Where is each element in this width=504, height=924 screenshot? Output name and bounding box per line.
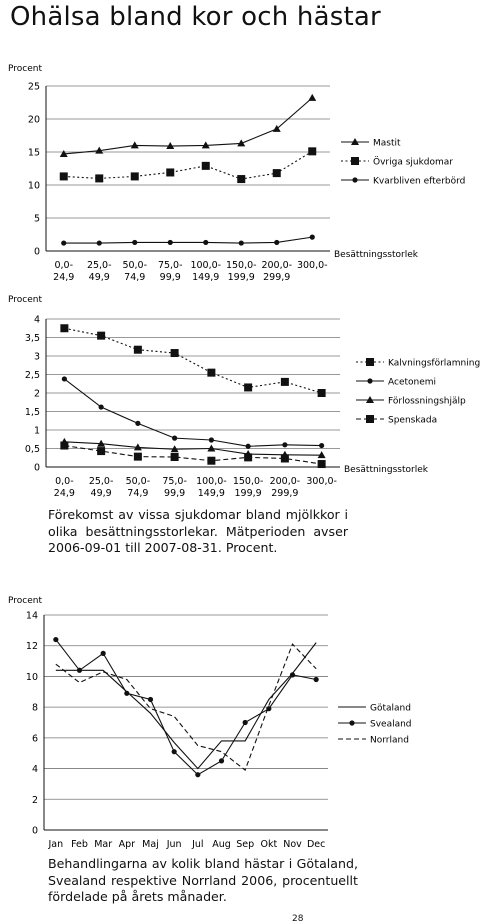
data-point — [101, 651, 106, 656]
x-tick-label: 199,9 — [234, 488, 262, 499]
data-point — [318, 460, 326, 468]
x-tick-label: Dec — [306, 839, 326, 850]
data-point — [203, 240, 208, 245]
data-point — [134, 346, 142, 354]
data-point — [274, 240, 279, 245]
x-tick-label: 74,9 — [127, 488, 149, 499]
data-point — [77, 668, 82, 673]
data-point — [237, 139, 245, 146]
data-point — [97, 240, 102, 245]
y-tick-label: 10 — [25, 671, 38, 683]
data-point — [281, 378, 289, 386]
series-line — [64, 379, 321, 446]
x-tick-label: 24,9 — [53, 488, 75, 499]
y-tick-label: 14 — [25, 610, 38, 622]
data-point — [207, 445, 215, 452]
data-point — [53, 637, 58, 642]
x-tick-label: Nov — [283, 839, 302, 850]
data-point — [131, 172, 139, 180]
y-tick-label: 12 — [25, 641, 38, 653]
data-point — [243, 720, 248, 725]
data-point — [97, 447, 105, 455]
data-point — [237, 175, 245, 183]
x-tick-label: Mar — [94, 839, 113, 850]
x-tick-label: 49,9 — [88, 272, 110, 283]
legend-marker — [349, 720, 354, 725]
data-point — [202, 162, 210, 170]
data-point — [246, 444, 251, 449]
data-point — [244, 383, 252, 391]
data-point — [172, 749, 177, 754]
data-point — [172, 436, 177, 441]
x-tick-label: 0,0- — [54, 260, 74, 271]
x-tick-label: 299,9 — [263, 272, 291, 283]
y-axis-label: Procent — [8, 295, 42, 305]
legend-marker — [352, 177, 357, 182]
series-line — [56, 643, 316, 769]
data-point — [281, 454, 289, 462]
chart-horse-colic — [0, 590, 504, 855]
x-tick-label: 100,0- — [196, 476, 227, 487]
data-point — [319, 443, 324, 448]
x-tick-label: 150,0- — [225, 260, 257, 271]
x-tick-label: 199,9 — [227, 272, 255, 283]
y-tick-label: 6 — [31, 733, 38, 745]
x-tick-label: Aug — [212, 839, 231, 850]
x-tick-label: Feb — [71, 839, 88, 850]
legend-label: Spenskada — [388, 415, 438, 426]
data-point — [171, 349, 179, 357]
data-point — [60, 442, 68, 450]
y-tick-label: 2 — [33, 388, 40, 400]
y-tick-label: 0 — [33, 246, 40, 258]
data-point — [124, 691, 129, 696]
data-point — [168, 240, 173, 245]
data-point — [131, 141, 139, 148]
y-tick-label: 15 — [27, 147, 40, 159]
data-point — [314, 677, 319, 682]
chart-cow-diseases-2 — [0, 292, 504, 502]
x-tick-label: 149,9 — [192, 272, 220, 283]
page-number: 28 — [292, 914, 304, 924]
x-tick-label: Sep — [236, 839, 255, 850]
cows-caption: Förekomst av vissa sjukdomar bland mjölkkor i olika besättningsstorlekar. Mätperioden avser 2006-09-01 till 2007-08-31. Procent. — [48, 507, 348, 555]
data-point — [135, 421, 140, 426]
y-axis-label: Procent — [8, 596, 42, 606]
x-tick-label: 50,0- — [125, 476, 151, 487]
x-tick-label: 75,0- — [162, 476, 187, 487]
data-point — [60, 172, 68, 180]
data-point — [207, 457, 215, 465]
y-tick-label: 0 — [33, 462, 40, 474]
x-tick-label: 200,0- — [261, 260, 293, 271]
x-tick-label: Jun — [166, 839, 182, 850]
data-point — [209, 437, 214, 442]
x-tick-label: 149,9 — [197, 488, 225, 499]
data-point — [99, 404, 104, 409]
y-axis-label: Procent — [8, 64, 42, 74]
y-tick-label: 8 — [31, 702, 38, 714]
data-point — [219, 758, 224, 763]
x-tick-label: 200,0- — [269, 476, 301, 487]
x-tick-label: Jul — [192, 839, 204, 850]
data-point — [273, 169, 281, 177]
horses-caption: Behandlingarna av kolik bland hästar i Götaland, Svealand respektive Norrland 2006, procentuellt fördelade på årets månader. — [48, 856, 358, 904]
legend-label: Götaland — [370, 703, 411, 714]
y-tick-label: 25 — [27, 81, 40, 93]
y-tick-label: 4 — [31, 764, 38, 776]
legend-label: Mastit — [373, 138, 401, 149]
legend-marker — [367, 378, 372, 383]
data-point — [308, 147, 316, 155]
data-point — [282, 442, 287, 447]
x-tick-label: 299,9 — [271, 488, 299, 499]
x-tick-label: 75,0- — [157, 260, 183, 271]
x-tick-label: 24,9 — [53, 272, 75, 283]
x-axis-label: Besättningsstorlek — [344, 465, 428, 475]
legend-label: Acetonemi — [388, 377, 437, 388]
data-point — [207, 369, 215, 377]
y-tick-label: 3 — [33, 351, 40, 363]
y-tick-label: 20 — [27, 114, 40, 126]
legend-marker — [351, 157, 359, 165]
x-tick-label: 300,0- — [296, 260, 328, 271]
legend-marker — [366, 415, 374, 423]
y-tick-label: 2,5 — [24, 370, 40, 381]
data-point — [308, 94, 316, 101]
y-tick-label: 2 — [31, 794, 38, 806]
legend-label: Övriga sjukdomar — [373, 157, 454, 168]
x-tick-label: 300,0- — [306, 476, 337, 487]
data-point — [244, 453, 252, 461]
legend-label: Förlossningshjälp — [388, 396, 466, 407]
y-tick-label: 10 — [27, 180, 40, 192]
legend-label: Norrland — [370, 735, 409, 746]
x-tick-label: 99,9 — [159, 272, 181, 283]
data-point — [97, 332, 105, 340]
data-point — [171, 453, 179, 461]
data-point — [318, 389, 326, 397]
page-title: Ohälsa bland kor och hästar — [10, 2, 381, 32]
x-tick-label: 25,0- — [86, 260, 112, 271]
data-point — [310, 235, 315, 240]
data-point — [134, 453, 142, 461]
data-point — [166, 168, 174, 176]
data-point — [195, 772, 200, 777]
data-point — [148, 697, 153, 702]
x-tick-label: 150,0- — [232, 476, 264, 487]
data-point — [239, 240, 244, 245]
x-tick-label: 25,0- — [88, 476, 114, 487]
y-tick-label: 3,5 — [24, 333, 40, 344]
x-tick-label: 99,9 — [164, 488, 186, 499]
y-tick-label: 4 — [33, 314, 40, 326]
x-tick-label: Jan — [48, 839, 64, 850]
data-point — [290, 672, 295, 677]
y-tick-label: 0,5 — [24, 444, 40, 455]
legend-label: Kvarbliven efterbörd — [373, 176, 466, 187]
series-line — [64, 98, 313, 154]
x-tick-label: 0,0- — [55, 476, 74, 487]
x-tick-label: Apr — [118, 839, 136, 850]
legend-marker — [366, 358, 374, 366]
legend-label: Kalvningsförlamning — [388, 358, 481, 369]
x-tick-label: 100,0- — [190, 260, 222, 271]
chart-cow-diseases-1 — [0, 62, 504, 290]
y-tick-label: 1 — [33, 425, 40, 437]
data-point — [62, 376, 67, 381]
x-tick-label: 74,9 — [124, 272, 146, 283]
legend-label: Svealand — [370, 719, 412, 730]
y-tick-label: 5 — [33, 213, 40, 225]
data-point — [132, 240, 137, 245]
data-point — [95, 174, 103, 182]
y-tick-label: 1,5 — [24, 407, 40, 418]
x-tick-label: 50,0- — [122, 260, 148, 271]
x-axis-label: Besättningsstorlek — [334, 250, 418, 260]
x-tick-label: 49,9 — [90, 488, 112, 499]
x-tick-label: Okt — [260, 839, 278, 850]
y-tick-label: 0 — [31, 825, 38, 837]
data-point — [60, 324, 68, 332]
x-tick-label: Maj — [142, 839, 159, 850]
data-point — [61, 240, 66, 245]
